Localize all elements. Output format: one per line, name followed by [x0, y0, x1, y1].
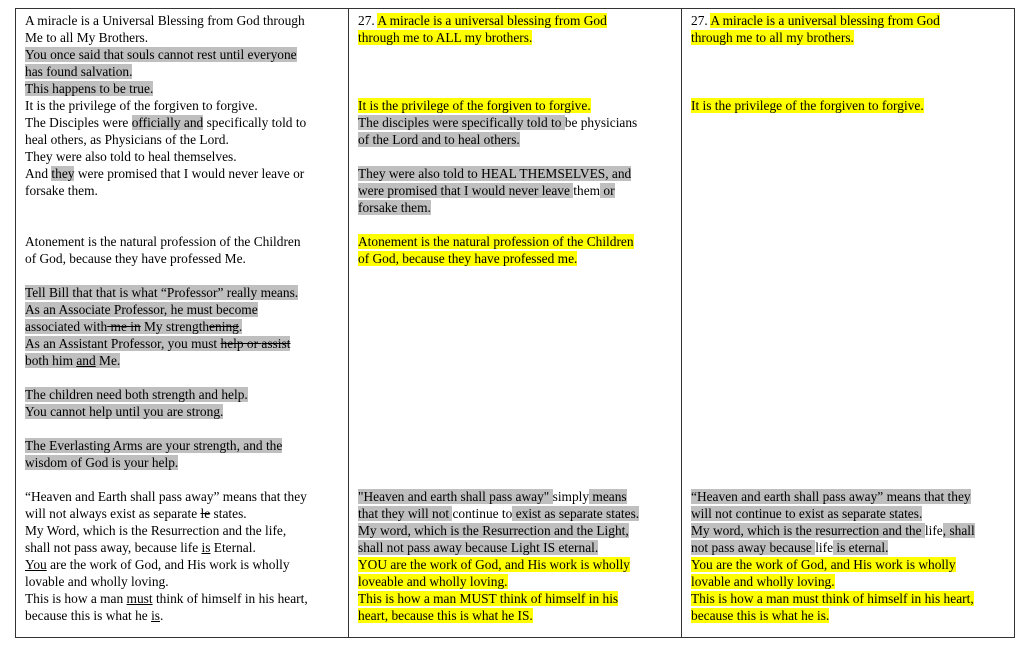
highlighted-text: or [600, 183, 615, 198]
paragraph-spacer [25, 216, 339, 233]
text-run: think of himself in his heart, [152, 591, 308, 606]
text-line [25, 607, 339, 624]
text-paragraph [358, 165, 672, 216]
highlighted-text: were promised that I would never leave [358, 183, 574, 198]
text-line [358, 131, 672, 148]
paragraph-spacer [358, 369, 672, 386]
paragraph-spacer [358, 471, 672, 488]
highlighted-text: It is the privilege of the forgiven to forgive. [691, 98, 924, 113]
paragraph-spacer [691, 165, 1005, 182]
highlighted-text: They were also told to HEAL THEMSELVES, and [358, 166, 632, 181]
paragraph-spacer [25, 420, 339, 437]
text-run: They were also told to heal themselves. [25, 149, 237, 164]
paragraph-spacer [691, 420, 1005, 437]
text-paragraph [25, 386, 339, 420]
text-line [691, 607, 1005, 624]
text-line [25, 250, 339, 267]
highlighted-text: This happens to be true. [25, 81, 154, 96]
highlighted-text: that they will not [358, 506, 453, 521]
paragraph-spacer [358, 80, 672, 97]
text-line [25, 12, 339, 29]
paragraph-spacer [25, 369, 339, 386]
highlighted-text: shall not pass away because Light IS eternal. [358, 540, 599, 555]
paragraph-spacer [691, 471, 1005, 488]
highlighted-text: This is how a man MUST think of himself in his [358, 591, 619, 606]
paragraph-spacer [691, 199, 1005, 216]
text-run: states. [210, 506, 247, 521]
text-line [25, 522, 339, 539]
text-run: shall not pass away, because life [25, 540, 202, 555]
highlighted-text: lovable and wholly loving. [691, 574, 835, 589]
highlighted-text: they [51, 166, 75, 181]
text-run: because this is what he [25, 608, 152, 623]
text-line [25, 556, 339, 573]
text-run: forsake them. [25, 183, 98, 198]
text-run: of God, because they have professed Me. [25, 251, 246, 266]
text-paragraph [358, 12, 672, 46]
struck-text: help or [220, 336, 262, 351]
text-line [691, 522, 1005, 539]
text-run: life [815, 540, 834, 555]
paragraph-spacer [691, 233, 1005, 250]
underlined-text: is [151, 608, 160, 623]
paragraph-spacer [691, 267, 1005, 284]
text-line [358, 505, 672, 522]
paragraph-spacer [358, 403, 672, 420]
text-run: My Word, which is the Resurrection and the life, [25, 523, 287, 538]
text-run: This is how a man [25, 591, 127, 606]
highlighted-text: Atonement is the natural profession of the Children [358, 234, 634, 249]
paragraph-spacer [358, 284, 672, 301]
highlighted-text: YOU are the work of God, and His work is wholly [358, 557, 630, 572]
highlighted-text: It is the privilege of the forgiven to forgive. [358, 98, 591, 113]
paragraph-spacer [358, 216, 672, 233]
text-line [25, 539, 339, 556]
highlighted-text: You once said that souls cannot rest until everyone [25, 47, 297, 62]
text-line [25, 386, 339, 403]
text-line [25, 318, 339, 335]
text-line [691, 539, 1005, 556]
paragraph-spacer [691, 318, 1005, 335]
paragraph-spacer [358, 63, 672, 80]
highlighted-text: because this is what he is. [691, 608, 830, 623]
text-line [25, 335, 339, 352]
text-line [691, 12, 1005, 29]
highlighted-text: The disciples were specifically told to [358, 115, 565, 130]
text-run: 27. [358, 13, 378, 28]
text-run: be physicians [564, 115, 638, 130]
highlighted-text: “Heaven and earth shall pass away” means that they [691, 489, 971, 504]
struck-text: ening [209, 319, 239, 334]
text-line [25, 352, 339, 369]
highlighted-text: My word, which is the resurrection and the [691, 523, 925, 538]
paragraph-spacer [691, 250, 1005, 267]
text-line [25, 63, 339, 80]
paragraph-spacer [691, 46, 1005, 63]
text-line [358, 12, 672, 29]
text-line [25, 182, 339, 199]
text-run: lovable and wholly loving. [25, 574, 169, 589]
paragraph-spacer [691, 301, 1005, 318]
text-paragraph [358, 97, 672, 148]
paragraph-spacer [358, 335, 672, 352]
text-run: them [573, 183, 601, 198]
text-run: continue to [452, 506, 513, 521]
text-line [25, 165, 339, 182]
paragraph-spacer [358, 352, 672, 369]
highlighted-text: The Everlasting Arms are your strength, and the [25, 438, 283, 453]
text-line [358, 233, 672, 250]
struck-text: le [200, 506, 211, 521]
highlighted-text: Me. [95, 353, 121, 368]
text-line [358, 114, 672, 131]
text-paragraph [25, 488, 339, 624]
highlighted-text: A miracle is a universal blessing from God [377, 13, 607, 28]
paragraph-spacer [691, 80, 1005, 97]
highlighted-text: My word, which is the Resurrection and the Light, [358, 523, 629, 538]
highlighted-text: is eternal. [833, 540, 889, 555]
text-line [25, 488, 339, 505]
column-version-three [682, 9, 1015, 638]
text-run: life [924, 523, 943, 538]
text-line [358, 539, 672, 556]
text-line [691, 488, 1005, 505]
text-line [358, 250, 672, 267]
highlighted-text: loveable and wholly loving. [358, 574, 508, 589]
paragraph-spacer [358, 437, 672, 454]
text-line [25, 505, 339, 522]
text-run: “Heaven and Earth shall pass away” means that they [25, 489, 307, 504]
paragraph-spacer [358, 386, 672, 403]
text-line [691, 590, 1005, 607]
text-run: are the work of God, and His work is wholly [46, 557, 290, 572]
highlighted-text: wisdom of God is your help. [25, 455, 179, 470]
text-paragraph [358, 233, 672, 267]
highlighted-text: As an Assistant Professor, you must [25, 336, 221, 351]
highlighted-text: of God, because they have professed me. [358, 251, 578, 266]
text-run: 27. [691, 13, 711, 28]
text-run: Eternal. [210, 540, 256, 555]
highlighted-text: has found salvation. [25, 64, 133, 79]
text-line [358, 522, 672, 539]
comparison-table [15, 8, 1015, 638]
highlighted-text: Tell Bill that that is what “Professor” really means. [25, 285, 299, 300]
highlighted-text: exist as separate states. [512, 506, 640, 521]
paragraph-spacer [691, 454, 1005, 471]
text-line [25, 148, 339, 165]
text-run: were promised that I would never leave or [74, 166, 305, 181]
text-line [25, 454, 339, 471]
highlighted-text: through me to ALL my brothers. [358, 30, 533, 45]
text-line [358, 97, 672, 114]
text-run: A miracle is a Universal Blessing from God through [25, 13, 305, 28]
text-paragraph [691, 12, 1005, 46]
text-line [25, 131, 339, 148]
text-run: Atonement is the natural profession of the Children [25, 234, 301, 249]
text-line [358, 556, 672, 573]
text-run: simply [552, 489, 590, 504]
table-row [16, 9, 1015, 638]
text-line [25, 114, 339, 131]
highlighted-text: "Heaven and earth shall pass away" [358, 489, 553, 504]
highlighted-text: will not continue to exist as separate states. [691, 506, 923, 521]
text-line [358, 573, 672, 590]
text-paragraph [25, 233, 339, 267]
column-manuscript [16, 9, 349, 638]
text-line [358, 29, 672, 46]
paragraph-spacer [691, 352, 1005, 369]
paragraph-spacer [691, 403, 1005, 420]
highlighted-text: A miracle is a universal blessing from God [710, 13, 940, 28]
text-line [691, 556, 1005, 573]
highlighted-text: through me to all my brothers. [691, 30, 854, 45]
column-version-two [349, 9, 682, 638]
text-line [25, 437, 339, 454]
text-line [691, 97, 1005, 114]
underlined-text: is [201, 540, 211, 555]
text-run: specifically told to [203, 115, 307, 130]
paragraph-spacer [358, 267, 672, 284]
text-line [691, 505, 1005, 522]
text-run: The Disciples were [25, 115, 132, 130]
underlined-text: must [126, 591, 153, 606]
paragraph-spacer [691, 182, 1005, 199]
paragraph-spacer [25, 199, 339, 216]
text-line [25, 80, 339, 97]
text-line [691, 573, 1005, 590]
text-line [25, 284, 339, 301]
highlighted-text: . [238, 319, 243, 334]
text-line [25, 590, 339, 607]
paragraph-spacer [691, 369, 1005, 386]
text-run: It is the privilege of the forgiven to forgive. [25, 98, 258, 113]
highlighted-text: both him [25, 353, 77, 368]
text-run: Me to all My Brothers. [25, 30, 149, 45]
paragraph-spacer [691, 131, 1005, 148]
text-line [358, 165, 672, 182]
highlighted-text: , shall [942, 523, 975, 538]
highlighted-text: This is how a man must think of himself in his heart, [691, 591, 974, 606]
text-line [25, 46, 339, 63]
underlined-text: and [76, 353, 96, 368]
text-line [358, 488, 672, 505]
text-line [25, 301, 339, 318]
text-line [25, 233, 339, 250]
highlighted-text: of the Lord and to heal others. [358, 132, 520, 147]
paragraph-spacer [358, 46, 672, 63]
text-line [25, 573, 339, 590]
paragraph-spacer [358, 454, 672, 471]
text-line [358, 607, 672, 624]
paragraph-spacer [691, 148, 1005, 165]
text-line [25, 403, 339, 420]
text-run: And [25, 166, 52, 181]
paragraph-spacer [25, 267, 339, 284]
highlighted-text: heart, because this is what he IS. [358, 608, 533, 623]
underlined-text: You [25, 557, 47, 572]
paragraph-spacer [691, 437, 1005, 454]
paragraph-spacer [358, 318, 672, 335]
highlighted-text: The children need both strength and help. [25, 387, 248, 402]
text-paragraph [691, 97, 1005, 114]
struck-text: assist [261, 336, 291, 351]
text-line [25, 97, 339, 114]
highlighted-text: My strength [140, 319, 210, 334]
paragraph-spacer [691, 63, 1005, 80]
text-paragraph [691, 488, 1005, 624]
struck-text: me in [107, 319, 141, 334]
text-line [358, 199, 672, 216]
paragraph-spacer [691, 284, 1005, 301]
highlighted-text: You are the work of God, and His work is wholly [691, 557, 956, 572]
text-paragraph [358, 488, 672, 624]
text-paragraph [25, 284, 339, 369]
paragraph-spacer [691, 386, 1005, 403]
paragraph-spacer [358, 148, 672, 165]
paragraph-spacer [358, 301, 672, 318]
highlighted-text: officially and [131, 115, 204, 130]
paragraph-spacer [358, 420, 672, 437]
paragraph-spacer [691, 216, 1005, 233]
text-paragraph [25, 12, 339, 199]
highlighted-text: forsake them. [358, 200, 431, 215]
text-run: . [160, 608, 164, 623]
text-line [358, 182, 672, 199]
highlighted-text: As an Associate Professor, he must become [25, 302, 258, 317]
text-line [358, 590, 672, 607]
highlighted-text: You cannot help until you are strong. [25, 404, 224, 419]
highlighted-text: associated with [25, 319, 108, 334]
text-line [691, 29, 1005, 46]
highlighted-text: not pass away because [691, 540, 816, 555]
text-run: heal others, as Physicians of the Lord. [25, 132, 229, 147]
text-paragraph [25, 437, 339, 471]
text-run: will not always exist as separate [25, 506, 201, 521]
text-line [25, 29, 339, 46]
paragraph-spacer [691, 335, 1005, 352]
highlighted-text: means [589, 489, 627, 504]
paragraph-spacer [25, 471, 339, 488]
paragraph-spacer [691, 114, 1005, 131]
